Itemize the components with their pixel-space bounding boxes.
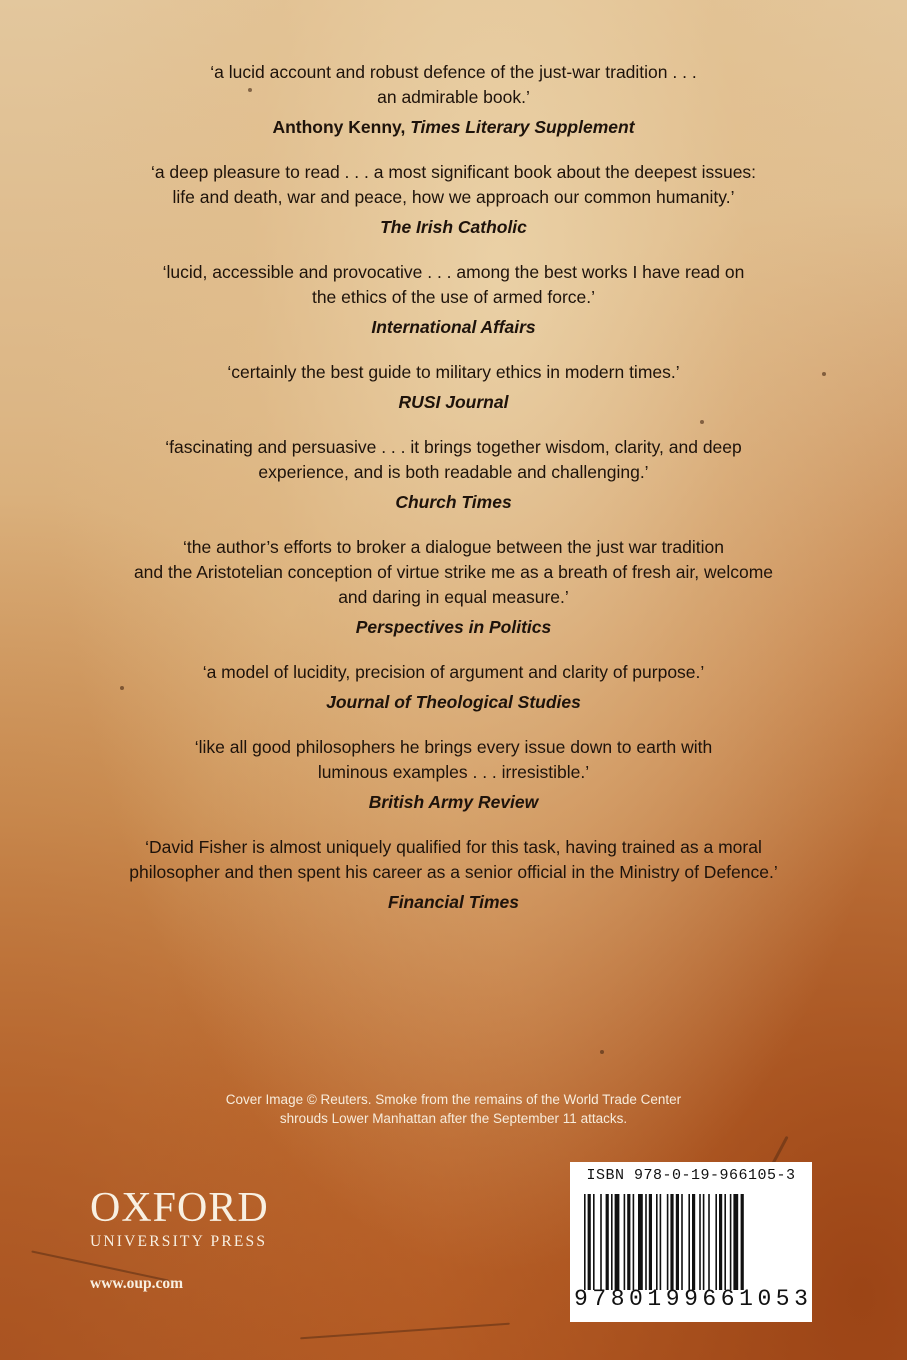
cover-image-credit bbox=[150, 1090, 757, 1128]
review-quote: life and death, war and peace, how we approach our common humanity.’ bbox=[172, 187, 735, 207]
review-quote: ‘certainly the best guide to military ethics in modern times.’ bbox=[227, 362, 680, 382]
barcode-bar bbox=[676, 1194, 679, 1290]
barcode-bar bbox=[681, 1194, 683, 1290]
barcode-digit: 9 bbox=[574, 1286, 588, 1312]
review-item bbox=[0, 360, 907, 415]
barcode-digit: 1 bbox=[739, 1286, 753, 1312]
barcode-bar bbox=[606, 1194, 609, 1290]
credit-line: Cover Image © Reuters. Smoke from the remains of the World Trade Center bbox=[225, 1092, 682, 1107]
publisher-logo bbox=[90, 1186, 269, 1252]
review-quote: ‘like all good philosophers he brings every issue down to earth with bbox=[194, 737, 713, 757]
review-publication: Times Literary Supplement bbox=[410, 117, 635, 137]
review-quote: ‘a model of lucidity, precision of argument and clarity of purpose.’ bbox=[202, 662, 705, 682]
barcode-bar bbox=[670, 1194, 673, 1290]
barcode-bar bbox=[588, 1194, 591, 1290]
review-item bbox=[0, 60, 907, 140]
barcode-digit: 6 bbox=[702, 1286, 717, 1312]
isbn-label: ISBN 978-0-19-966105-3 bbox=[586, 1167, 796, 1184]
review-quote: ‘David Fisher is almost uniquely qualified for this task, having trained as a moral bbox=[145, 837, 762, 857]
barcode-digit: 0 bbox=[757, 1286, 772, 1312]
review-item bbox=[0, 160, 907, 240]
barcode-bar bbox=[719, 1194, 722, 1290]
barcode-bar bbox=[584, 1194, 586, 1290]
review-quote: and the Aristotelian conception of virtue strike me as a breath of fresh air, welcome bbox=[133, 562, 774, 582]
review-item bbox=[0, 735, 907, 815]
review-quote: ‘lucid, accessible and provocative . . . among the best works I have read on bbox=[162, 262, 745, 282]
barcode-bar bbox=[611, 1194, 613, 1290]
barcode-digit: 1 bbox=[647, 1286, 662, 1312]
barcode-digit: 9 bbox=[665, 1286, 680, 1312]
barcode-bar bbox=[733, 1194, 738, 1290]
review-author: Anthony Kenny, bbox=[272, 117, 411, 137]
credit-line: shrouds Lower Manhattan after the September 11 attacks. bbox=[279, 1111, 628, 1126]
barcode-bar bbox=[656, 1194, 658, 1290]
barcode-digit: 6 bbox=[720, 1286, 735, 1312]
barcode-bar bbox=[715, 1194, 717, 1290]
publisher-press: UNIVERSITY PRESS bbox=[90, 1233, 268, 1250]
review-quote: ‘the author’s efforts to broker a dialogue between the just war tradition bbox=[183, 537, 724, 557]
barcode-digits bbox=[570, 1286, 812, 1312]
wall-speck bbox=[600, 1050, 604, 1054]
barcode-bar bbox=[638, 1194, 643, 1290]
barcode-digit: 0 bbox=[629, 1286, 643, 1312]
barcode-bars bbox=[584, 1194, 799, 1290]
review-quote: philosopher and then spent his career as a senior official in the Ministry of Defence.’ bbox=[129, 862, 778, 882]
review-publication: The Irish Catholic bbox=[380, 217, 527, 237]
barcode-digit: 5 bbox=[775, 1286, 790, 1312]
barcode-bar bbox=[593, 1194, 595, 1290]
barcode-digit: 8 bbox=[610, 1286, 625, 1312]
review-item bbox=[0, 835, 907, 915]
isbn-barcode bbox=[570, 1162, 812, 1322]
barcode-bar bbox=[645, 1194, 647, 1290]
review-publication: Church Times bbox=[395, 492, 512, 512]
review-quote: and daring in equal measure.’ bbox=[338, 587, 569, 607]
review-quote: ‘a deep pleasure to read . . . a most significant book about the deepest issues: bbox=[150, 162, 757, 182]
review-quote: an admirable book.’ bbox=[377, 87, 530, 107]
review-item bbox=[0, 535, 907, 640]
review-item bbox=[0, 260, 907, 340]
barcode-bar bbox=[624, 1194, 626, 1290]
review-publication: Perspectives in Politics bbox=[355, 617, 552, 637]
barcode-bar bbox=[708, 1194, 710, 1290]
barcode-bar bbox=[741, 1194, 744, 1290]
review-publication: British Army Review bbox=[368, 792, 539, 812]
review-item bbox=[0, 660, 907, 715]
barcode-bar bbox=[615, 1194, 620, 1290]
review-item bbox=[0, 435, 907, 515]
barcode-bar bbox=[692, 1194, 695, 1290]
barcode-digit: 7 bbox=[592, 1286, 607, 1312]
review-list bbox=[0, 60, 907, 935]
review-quote: luminous examples . . . irresistible.’ bbox=[317, 762, 590, 782]
wall-crack bbox=[300, 1323, 510, 1340]
review-publication: International Affairs bbox=[371, 317, 536, 337]
review-quote: ‘fascinating and persuasive . . . it brings together wisdom, clarity, and deep bbox=[165, 437, 742, 457]
barcode-bar bbox=[627, 1194, 630, 1290]
barcode-bar bbox=[688, 1194, 690, 1290]
barcode-bar bbox=[724, 1194, 726, 1290]
barcode-bar bbox=[649, 1194, 652, 1290]
review-publication: RUSI Journal bbox=[398, 392, 509, 412]
review-quote: experience, and is both readable and challenging.’ bbox=[258, 462, 649, 482]
barcode-bar bbox=[667, 1194, 669, 1290]
barcode-bar bbox=[703, 1194, 705, 1290]
barcode-bar bbox=[730, 1194, 732, 1290]
review-publication: Journal of Theological Studies bbox=[326, 692, 581, 712]
review-quote: ‘a lucid account and robust defence of the just-war tradition . . . bbox=[210, 62, 697, 82]
publisher-url: www.oup.com bbox=[90, 1275, 184, 1292]
review-source bbox=[0, 115, 907, 140]
barcode-digit: 9 bbox=[684, 1286, 698, 1312]
barcode-digit: 3 bbox=[794, 1286, 808, 1312]
publisher-name: OXFORD bbox=[90, 1185, 269, 1231]
barcode-bar bbox=[600, 1194, 602, 1290]
review-publication: Financial Times bbox=[388, 892, 519, 912]
barcode-bar bbox=[633, 1194, 635, 1290]
barcode-bar bbox=[660, 1194, 662, 1290]
barcode-bar bbox=[699, 1194, 701, 1290]
review-quote: the ethics of the use of armed force.’ bbox=[311, 287, 596, 307]
